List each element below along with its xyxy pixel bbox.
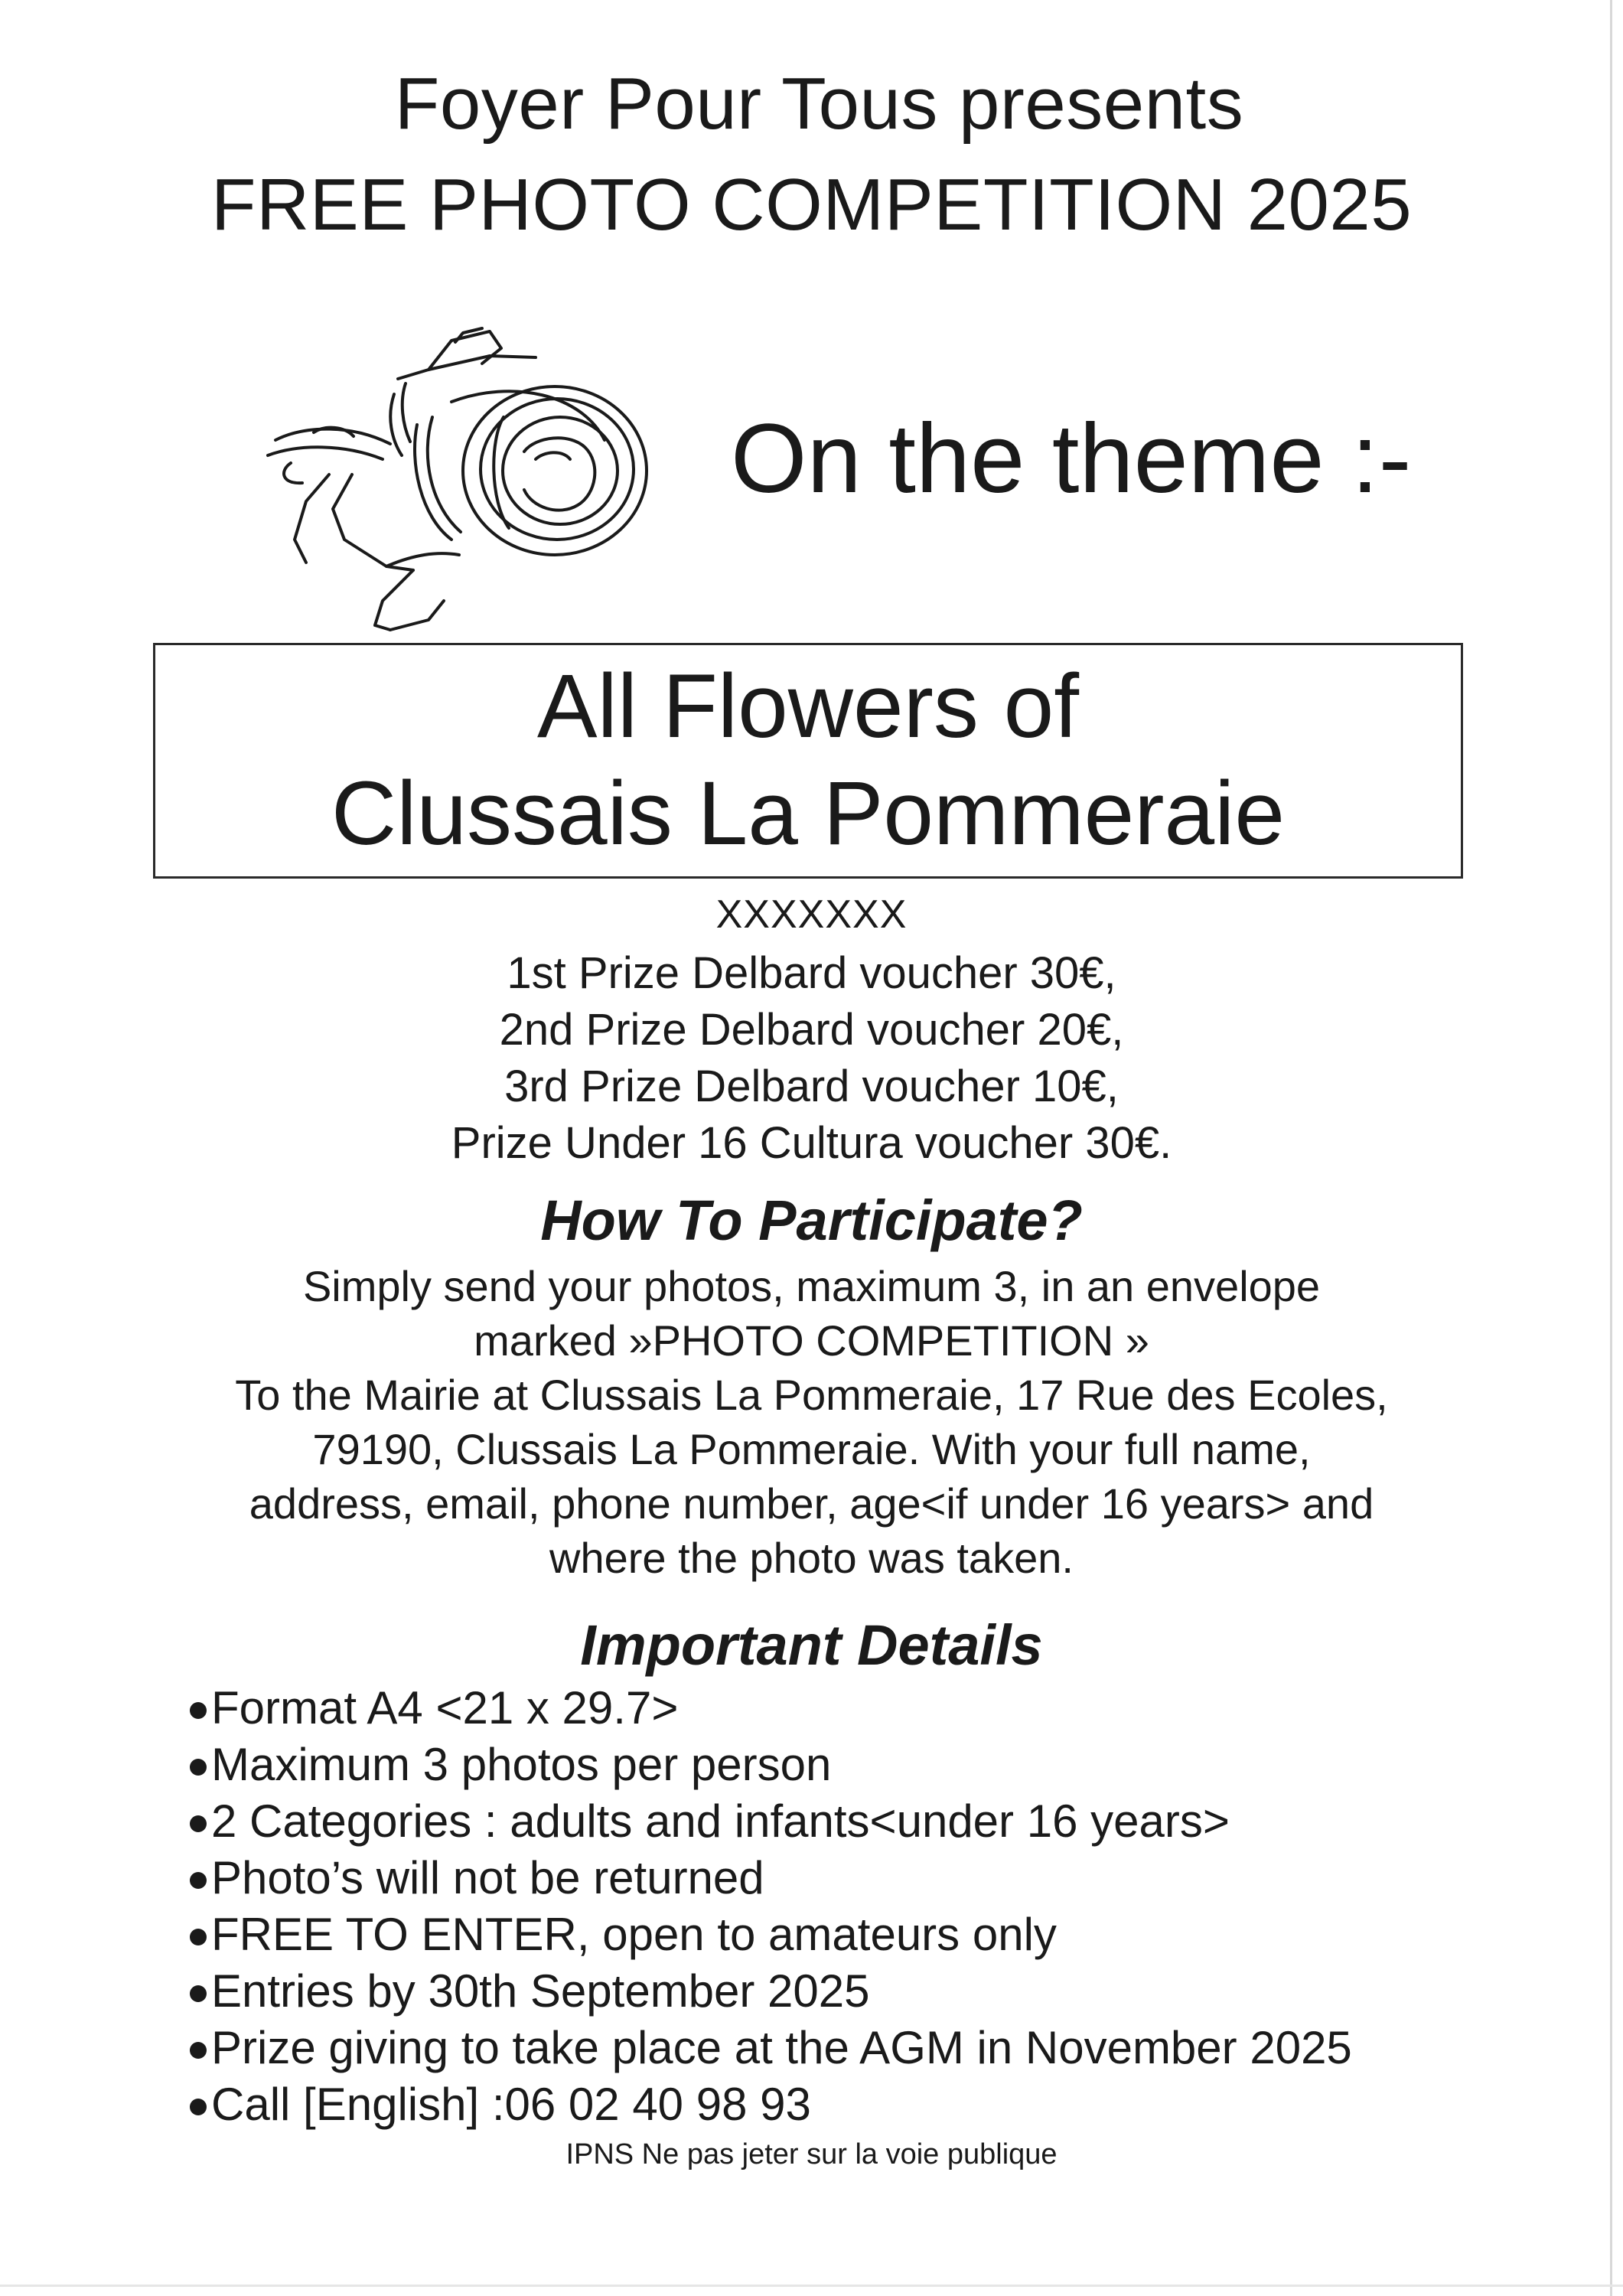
list-item — [190, 1850, 1352, 1906]
bullet-icon — [190, 1759, 207, 1776]
prize-item: 1st Prize Delbard voucher 30€, — [507, 948, 1116, 998]
bullet-icon — [190, 1929, 207, 1945]
how-to-participate-text — [0, 1259, 1623, 1585]
instruction-line: To the Mairie at Clussais La Pommeraie, 17 Rue des Ecoles, — [235, 1371, 1388, 1419]
header-presenter: Foyer Pour Tous presents — [394, 63, 1244, 145]
theme-intro: On the theme :- — [731, 404, 1412, 514]
bullet-icon — [190, 1985, 207, 2002]
bullet-icon — [190, 1702, 207, 1719]
theme-line-2: Clussais La Pommeraie — [331, 763, 1286, 864]
detail-text: Entries by 30th September 2025 — [211, 1965, 870, 2017]
important-details-heading: Important Details — [580, 1613, 1043, 1677]
footer-notice: IPNS Ne pas jeter sur la voie publique — [565, 2138, 1058, 2170]
separator-text: XXXXXXX — [715, 892, 908, 937]
list-item — [190, 1737, 1352, 1793]
instruction-line: 79190, Clussais La Pommeraie. With your full name, — [312, 1425, 1311, 1473]
list-item — [190, 2076, 1352, 2133]
bullet-icon — [190, 1815, 207, 1832]
bullet-icon — [190, 2099, 207, 2115]
theme-box — [153, 643, 1463, 879]
list-item — [190, 1963, 1352, 2020]
instruction-line: address, email, phone number, age<if under 16 years> and — [249, 1479, 1374, 1528]
bullet-icon — [190, 1872, 207, 1889]
instruction-line: where the photo was taken. — [549, 1534, 1074, 1582]
detail-text: FREE TO ENTER, open to amateurs only — [211, 1909, 1057, 1960]
detail-text: Prize giving to take place at the AGM in November 2025 — [211, 2022, 1352, 2073]
prize-list — [0, 945, 1623, 1172]
details-list — [190, 1680, 1352, 2133]
list-item — [190, 2020, 1352, 2076]
prize-item: 2nd Prize Delbard voucher 20€, — [499, 1005, 1124, 1055]
detail-text: Call [English] :06 02 40 98 93 — [211, 2079, 811, 2130]
detail-text: Photo’s will not be returned — [211, 1852, 764, 1903]
poster-header — [0, 54, 1623, 256]
camera-icon — [260, 310, 704, 639]
prize-item: 3rd Prize Delbard voucher 10€, — [504, 1062, 1119, 1111]
detail-text: Format A4 <21 x 29.7> — [211, 1682, 679, 1733]
scan-bottom-line — [0, 2285, 1623, 2287]
header-title: FREE PHOTO COMPETITION 2025 — [210, 164, 1413, 246]
theme-line-1: All Flowers of — [536, 656, 1080, 757]
detail-text: 2 Categories : adults and infants<under 16 years> — [211, 1795, 1230, 1847]
how-to-participate-heading: How To Participate? — [540, 1189, 1083, 1252]
list-item — [190, 1793, 1352, 1850]
list-item — [190, 1906, 1352, 1963]
bullet-icon — [190, 2042, 207, 2059]
instruction-line: Simply send your photos, maximum 3, in an envelope — [302, 1262, 1321, 1310]
detail-text: Maximum 3 photos per person — [211, 1739, 832, 1790]
list-item — [190, 1680, 1352, 1737]
instruction-line: marked »PHOTO COMPETITION » — [474, 1316, 1149, 1365]
prize-item: Prize Under 16 Cultura voucher 30€. — [451, 1118, 1172, 1168]
